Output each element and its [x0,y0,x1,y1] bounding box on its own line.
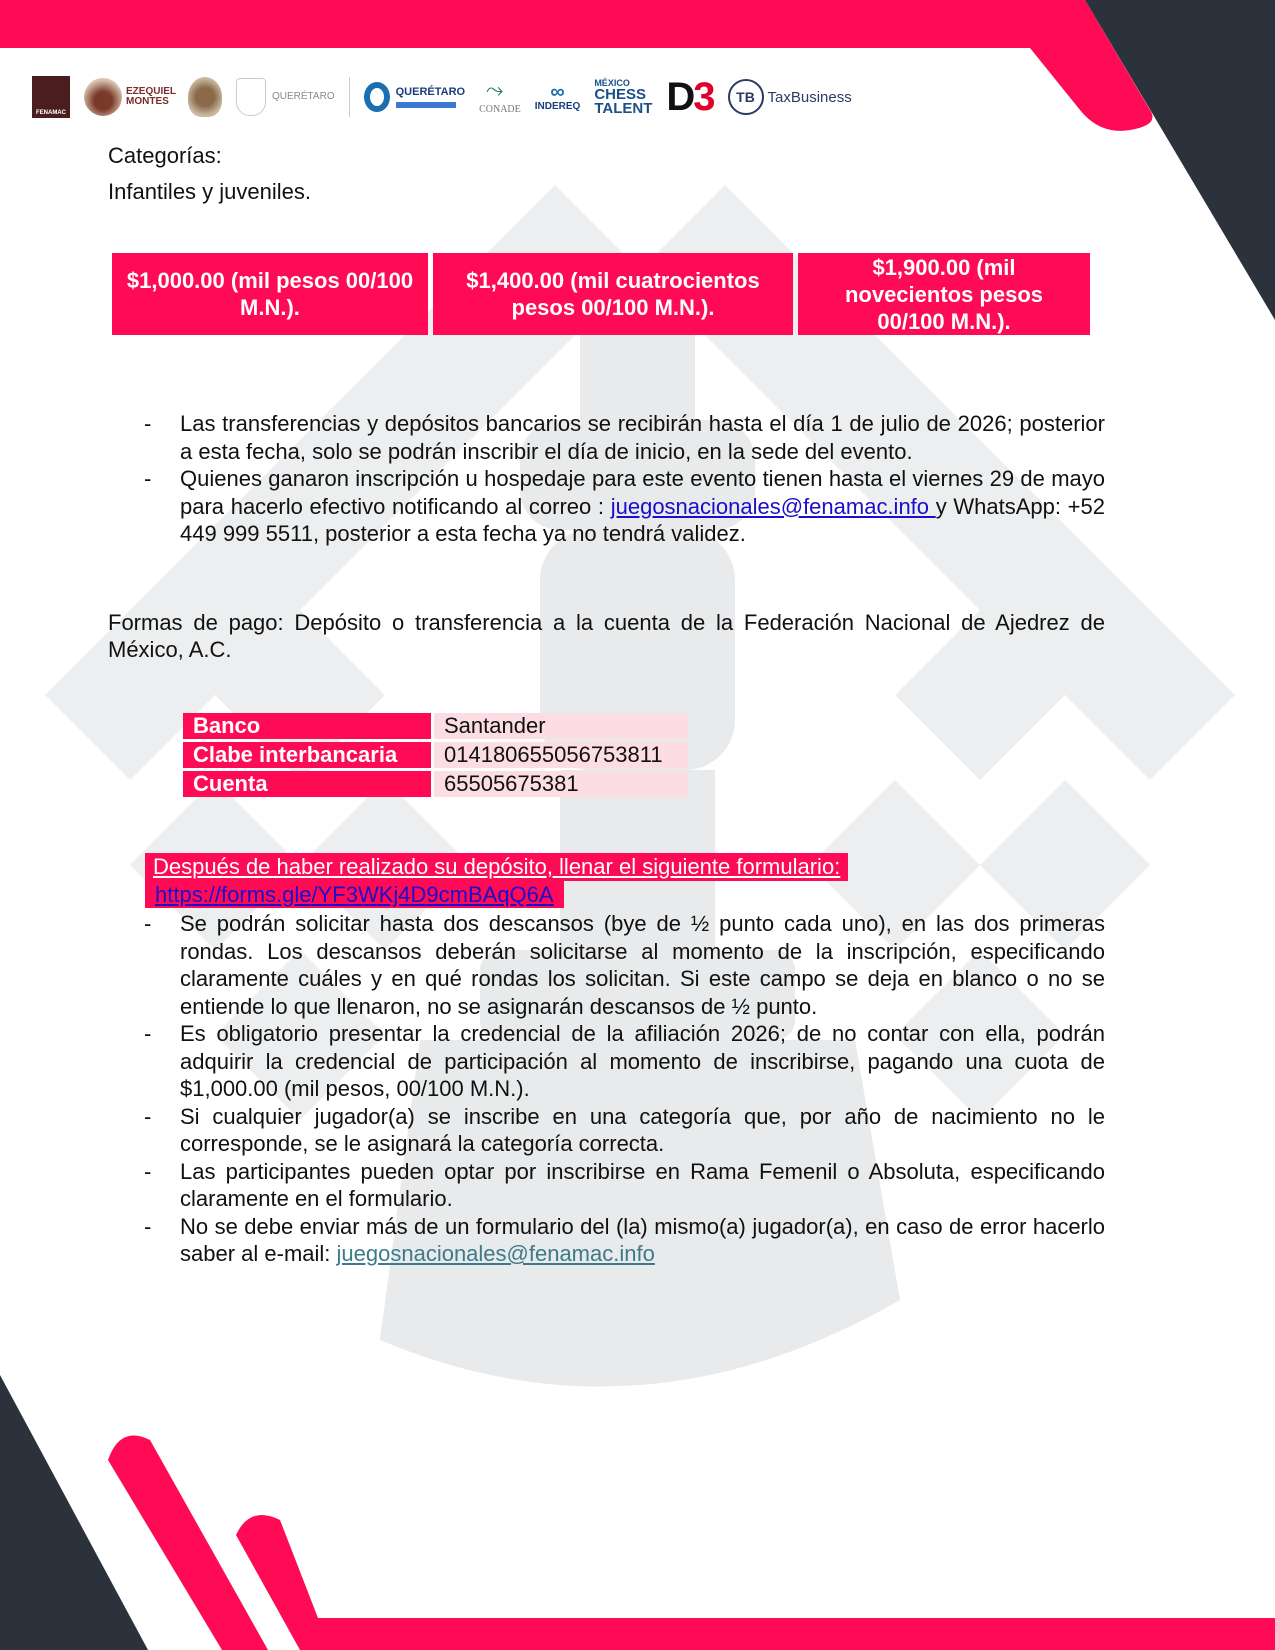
bank-details-table [180,710,691,800]
d3-logo [666,77,713,117]
mexico-chess-talent-logo [594,79,652,116]
list-item-text: Es obligatorio presentar la credencial de la afiliación 2026; de no contar con ella, podrán adquirir la credencial de participación al momento de inscribirse, pagando una cuota de $1,000.00 (mil pesos, 00/100 M.N.). [180,1021,1105,1101]
list-item [110,465,1105,548]
indereq-logo [535,82,581,112]
price-cell: $1,400.00 (mil cuatrocientos pesos 00/100 M.N.). [433,253,793,335]
queretaro-municipal-logo [236,78,335,116]
list-item-text: Se podrán solicitar hasta dos descansos (bye de ½ punto cada uno), en las dos primeras rondas. Los descansos deberán solicitarse al momento de la inscripción, especificando claramente cuáles y en qué rondas los solicitan. Si este campo se deja en blanco o no se entiende lo que llenaron, no se asignarán descansos de ½ punto. [180,911,1105,1019]
fenamac-logo [32,76,70,118]
taxbusiness-text: TaxBusiness [767,88,852,106]
price-cell: $1,000.00 (mil pesos 00/100 M.N.). [112,253,428,335]
indereq-text: INDEREQ [534,101,581,112]
conade-logo [479,79,521,115]
form-url-link[interactable]: https://forms.gle/YF3WKj4D9cmBAqQ6A [155,882,554,907]
form-banner [145,853,848,908]
form-link-wrapper [145,881,564,908]
list-item-text: Quienes ganaron inscripción u hospedaje para este evento tienen hasta el viernes 29 de mayo para hacerlo efectivo notificando al correo : [180,466,1105,519]
taxbusiness-logo [728,79,852,115]
list-item [110,1158,1105,1213]
list-item-text: Las participantes pueden optar por inscribirse en Rama Femenil o Absoluta, especificando claramente en el formulario. [180,1158,1105,1211]
table-row [183,713,688,739]
conade-text: CONADE [479,104,521,115]
categories-heading: Categorías: [108,143,222,168]
cuenta-label: Cuenta [183,771,431,797]
table-row [183,771,688,797]
ezequiel-montes-logo [84,78,174,116]
list-item [110,1020,1105,1103]
d3-logo-3: 3 [693,75,714,119]
registration-rules [110,910,1105,1268]
dash-bullet: - [144,466,152,491]
list-item-text: Las transferencias y depósitos bancarios se recibirán hasta el día 1 de julio de 2026; posterior a esta fecha, solo se podrán inscribir el día de inicio, en la sede del evento. [180,411,1105,464]
clabe-label: Clabe interbancaria [183,742,431,768]
deadline-notes [110,410,1105,548]
list-item-text: y WhatsApp: +52 449 999 5511, posterior a esta fecha ya no tendrá validez. [180,493,1105,546]
queretaro-gobierno-text: QUERÉTARO [395,85,466,98]
queretaro-q-icon [364,82,390,112]
dash-bullet: - [144,1213,152,1239]
ezequiel-montes-emblem-icon [84,78,122,116]
chess-talent-bottom-text: TALENT [594,99,653,117]
dash-bullet: - [144,1158,152,1184]
list-item [110,1103,1105,1158]
dash-bullet: - [144,1021,152,1046]
chess-talent-mid-text: CHESS [594,85,646,103]
queretaro-municipal-text: QUERÉTARO [272,91,335,102]
categories-value: Infantiles y juveniles. [108,179,311,204]
chess-talent-top-text: MÉXICO [594,77,630,88]
email-link[interactable]: juegosnacionales@fenamac.info [610,493,936,519]
dash-bullet: - [144,1103,152,1129]
payment-methods-text: Formas de pago: Depósito o transferencia a la cuenta de la Federación Nacional de Ajedrez de México, A.C. [108,610,1105,662]
queretaro-tagline-bar [396,102,456,108]
list-item-text: Si cualquier jugador(a) se inscribe en una categoría que, por año de nacimiento no le corresponde, se le asignará la categoría correcta. [180,1103,1105,1156]
tb-circle-icon: TB [728,79,764,115]
bank-value: Santander [434,713,688,739]
list-item [110,1213,1105,1268]
dash-bullet: - [144,411,152,436]
cuenta-value: 65505675381 [434,771,688,797]
table-row [183,742,688,768]
form-instruction: Después de haber realizado su depósito, llenar el siguiente formulario: [145,853,848,881]
price-cell: $1,900.00 (mil novecientos pesos 00/100 M.N.). [798,253,1090,335]
fenamac-logo-text: FENAMAC [36,110,66,116]
price-table [112,253,1090,335]
infinity-icon: ∞ [550,81,565,103]
logo-separator [349,77,350,117]
dash-bullet: - [144,911,152,936]
runner-icon: ⤳ [485,77,504,102]
bank-label: Banco [183,713,431,739]
queretaro-crest-icon [236,78,266,116]
ezequiel-montes-text: EZEQUIEL MONTES [126,86,176,107]
list-item [110,910,1105,1020]
horse-crest-logo [188,77,222,117]
list-item [110,410,1105,465]
queretaro-gobierno-logo [364,82,465,112]
sponsor-logo-strip [32,72,852,122]
clabe-value: 014180655056753811 [434,742,688,768]
list-item-text: No se debe enviar más de un formulario del (la) mismo(a) jugador(a), en caso de error hacerlo saber al e-mail: [180,1213,1105,1266]
d3-logo-d: D [666,75,694,119]
email-link[interactable]: juegosnacionales@fenamac.info [336,1241,655,1266]
